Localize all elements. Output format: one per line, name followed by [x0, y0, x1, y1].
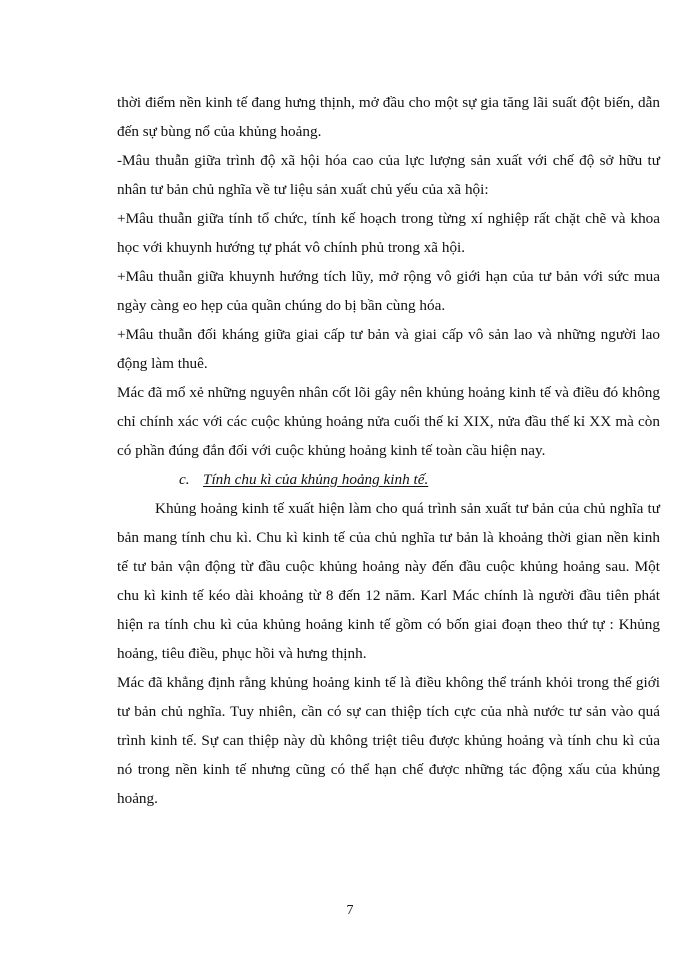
paragraph-contradiction-class: +Mâu thuẫn đối kháng giữa giai cấp tư bản và giai cấp vô sản lao và những người lao động làm thuê. — [117, 326, 660, 372]
page-number: 7 — [346, 903, 354, 918]
section-heading — [117, 465, 660, 494]
paragraph-contradiction-main: -Mâu thuẫn giữa trình độ xã hội hóa cao của lực lượng sản xuất với chế độ sở hữu tư nhân tư bản chủ nghĩa về tư liệu sản xuất chủ yếu của xã hội: — [117, 152, 660, 198]
paragraph-state-intervention: Mác đã khẳng định rằng khủng hoảng kinh tế là điều không thể tránh khỏi trong thế giới tư bản chủ nghĩa. Tuy nhiên, cần có sự can thiệp tích cực của nhà nước tư sản vào quá trình kinh tế. Sự can thiệp này dù không triệt tiêu được khủng hoảng và tính chu kì của nó trong nền kinh tế nhưng cũng có thể hạn chế được những tác động xấu của khủng hoảng. — [117, 674, 660, 807]
document-body — [117, 88, 660, 813]
paragraph-contradiction-accumulation: +Mâu thuẫn giữa khuynh hướng tích lũy, mở rộng vô giới hạn của tư bản với sức mua ngày càng eo hẹp của quần chúng do bị bần cùng hóa. — [117, 268, 660, 314]
section-heading-label: c. — [179, 471, 190, 488]
paragraph-contradiction-organization: +Mâu thuẫn giữa tính tổ chức, tính kế hoạch trong từng xí nghiệp rất chặt chẽ và khoa học với khuynh hướng tự phát vô chính phủ trong xã hội. — [117, 210, 660, 256]
section-heading-text: Tính chu kì của khủng hoảng kinh tế. — [203, 471, 429, 488]
paragraph-economic-cycle: Khủng hoảng kinh tế xuất hiện làm cho quá trình sản xuất tư bản của chủ nghĩa tư bản mang tính chu kì. Chu kì kinh tế của chủ nghĩa tư bản là khoảng thời gian nền kinh tế tư bản vận động từ đầu cuộc khủng hoảng này đến đầu cuộc khủng hoảng sau. Một chu kì kinh tế kéo dài khoảng từ 8 đến 12 năm. Karl Mác chính là người đầu tiên phát hiện ra tính chu kì của khủng hoảng kinh tế gồm có bốn giai đoạn theo thứ tự : Khủng hoảng, tiêu điều, phục hồi và hưng thịnh. — [117, 500, 660, 662]
paragraph-continuation: thời điểm nền kinh tế đang hưng thịnh, mở đầu cho một sự gia tăng lãi suất đột biến, dẫn đến sự bùng nổ của khủng hoảng. — [117, 94, 660, 140]
paragraph-marx-analysis: Mác đã mổ xẻ những nguyên nhân cốt lõi gây nên khủng hoảng kinh tế và điều đó không chỉ chính xác với các cuộc khủng hoảng nửa cuối thế kỉ XIX, nửa đầu thế kỉ XX mà còn có phần đúng đắn đối với cuộc khủng hoảng kinh tế toàn cầu hiện nay. — [117, 384, 660, 459]
